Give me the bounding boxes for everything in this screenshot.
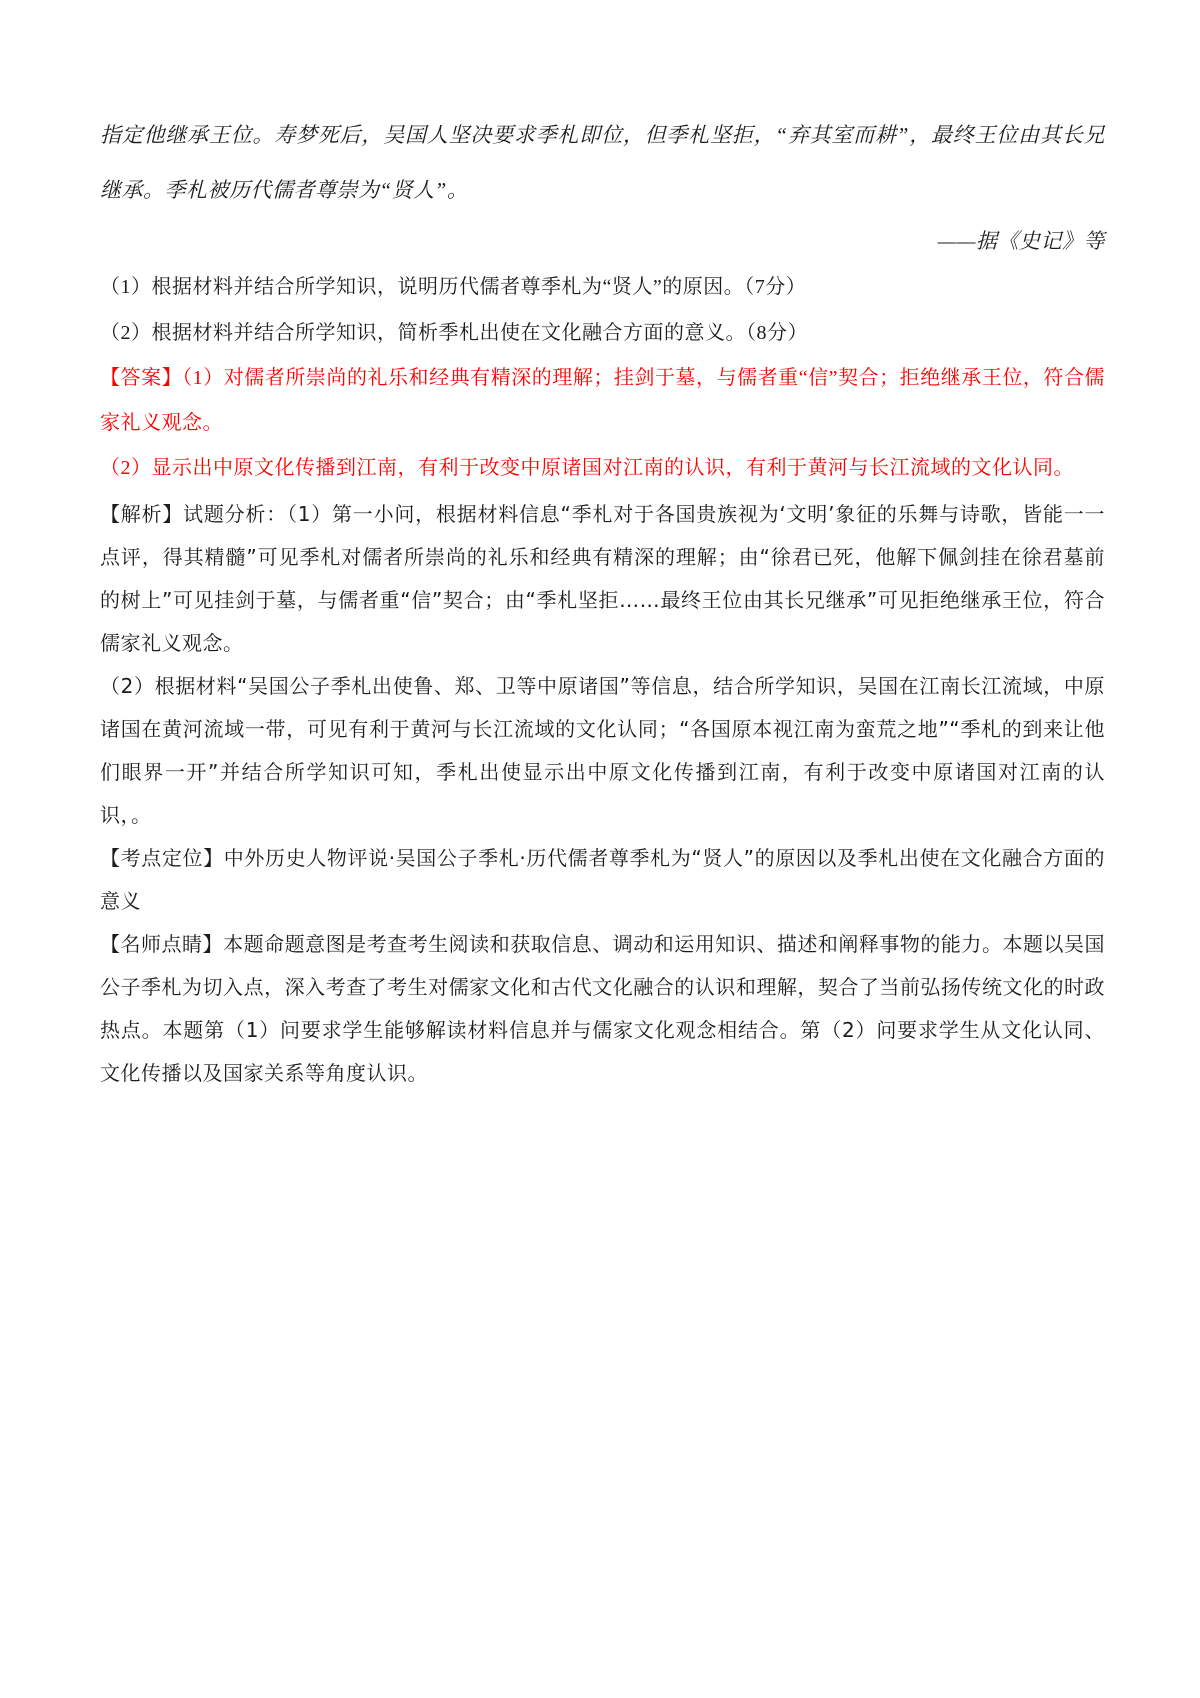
analysis-part-1 xyxy=(100,493,1105,665)
question-2: （2）根据材料并结合所学知识，简析季札出使在文化融合方面的意义。（8分） xyxy=(100,322,808,344)
analysis-part-2: （2）根据材料“吴国公子季札出使鲁、郑、卫等中原诸国”等信息，结合所学知识，吴国在江南长江流域，中原诸国在黄河流域一带，可见有利于黄河与长江流域的文化认同；“各国原本视江南为蛮荒之地”“季札的到来让他们眼界一开”并结合所学知识可知，季札出使显示出中原文化传播到江南，有利于改变中原诸国对江南的认识，。 xyxy=(100,674,1105,827)
answer-text-1: （1）对儒者所崇尚的礼乐和经典有精深的理解；挂剑于墓，与儒者重“信”契合；拒绝继承王位，符合儒家礼义观念。 xyxy=(100,367,1105,434)
material-paragraph: 指定他继承王位。寿梦死后，吴国人坚决要求季札即位，但季札坚拒，“弃其室而耕”，最终王位由其长兄继承。季札被历代儒者尊崇为“贤人”。 xyxy=(100,123,1105,202)
teacher-tip-text: 本题命题意图是考查考生阅读和获取信息、调动和运用知识、描述和阐释事物的能力。本题以吴国公子季札为切入点，深入考查了考生对儒家文化和古代文化融合的认识和理解，契合了当前弘扬传统文化的时政热点。本题第（1）问要求学生能够解读材料信息并与儒家文化观念相结合。第（2）问要求学生从文化认同、文化传播以及国家关系等角度认识。 xyxy=(100,932,1105,1085)
exam-point-label: 【考点定位】 xyxy=(100,846,224,870)
exam-point xyxy=(100,837,1105,923)
analysis-label: 【解析】 xyxy=(100,502,184,526)
question-1: （1）根据材料并结合所学知识，说明历代儒者尊季札为“贤人”的原因。（7分） xyxy=(100,276,807,298)
teacher-tip-label: 【名师点睛】 xyxy=(100,932,224,956)
exam-point-text: 中外历史人物评说·吴国公子季札·历代儒者尊季札为“贤人”的原因以及季札出使在文化融合方面的意义 xyxy=(100,846,1106,913)
teacher-tip xyxy=(100,923,1105,1095)
material-source-citation: ——据《史记》等 xyxy=(937,229,1105,253)
answer-label: 【答案】 xyxy=(100,367,183,389)
answer-part-2: （2）显示出中原文化传播到江南，有利于改变中原诸国对江南的认识，有利于黄河与长江流域的文化认同。 xyxy=(100,457,1074,479)
analysis-text-1: 试题分析：（1）第一小问，根据材料信息“季札对于各国贵族视为‘文明’象征的乐舞与诗歌，皆能一一点评，得其精髓”可见季札对儒者所崇尚的礼乐和经典有精深的理解；由“徐君已死，他解下佩剑挂在徐君墓前的树上”可见挂剑于墓，与儒者重“信”契合；由“季札坚拒……最终王位由其长兄继承”可见拒绝继承王位，符合儒家礼义观念。 xyxy=(100,502,1106,655)
answer-part-1 xyxy=(100,356,1105,446)
